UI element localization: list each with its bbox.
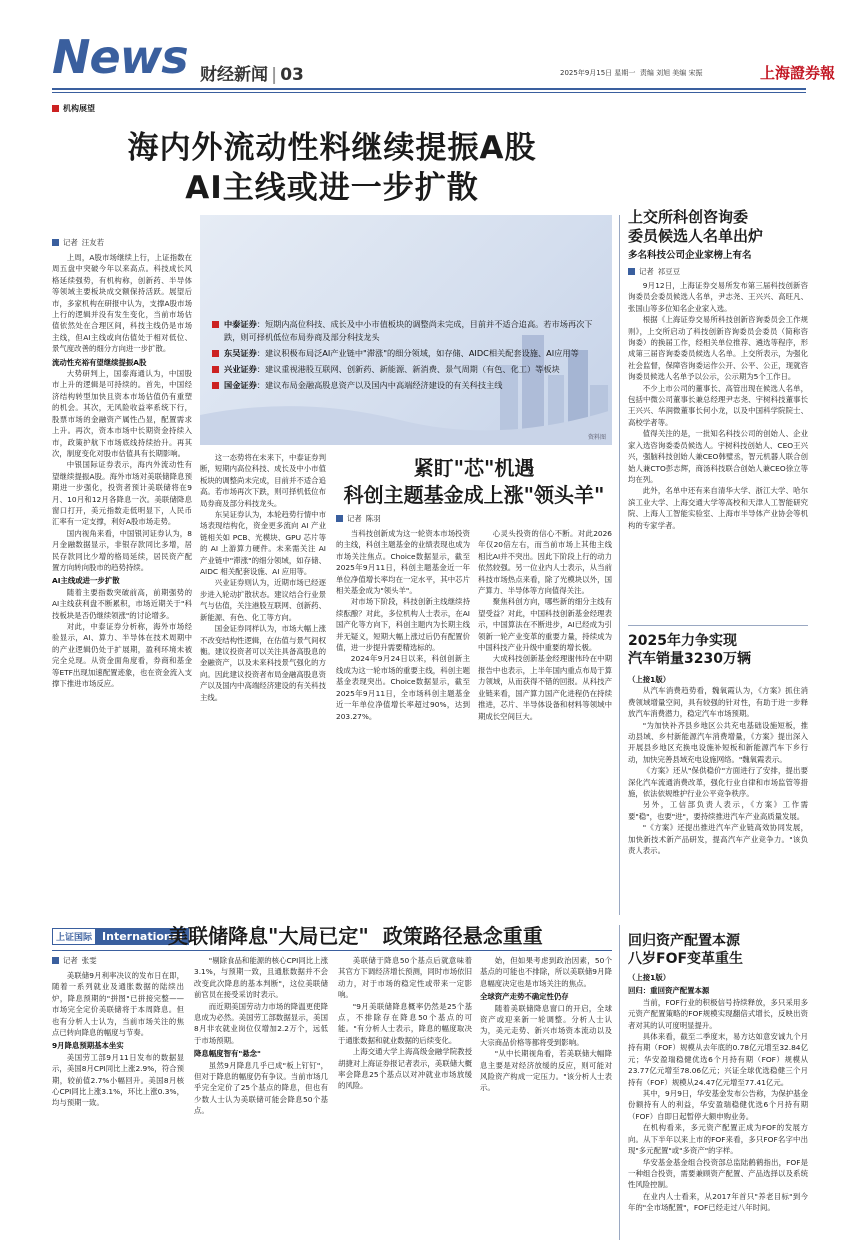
byline-square-icon — [628, 268, 635, 275]
tag-label: 机构展望 — [52, 103, 95, 114]
masthead-section: 财经新闻 | 03 — [200, 65, 304, 85]
image-credit: 资料图 — [587, 434, 606, 441]
masthead-rule-thin — [52, 92, 806, 93]
fof-headline — [628, 932, 808, 968]
auto-sales-body: （上接1版） 从汽车消费趋势看，魏氧霞认为，《方案》抓住消费领域增量空间，具有较强的针对性，有助于进一步释放汽车消费潜力，稳定汽车市场预期。 "为加快补齐县乡地区公共充电基础设施短板，推动县域、乡村新能源汽车消费增量，《方案》提出深入开展县乡地区充换电设施补短板和新能源汽车下乡行动，加快完善县域充电设施网络。"魏氧霞表示。 《方案》还从"保供稳价"方面进行了安排，提出要深化汽车流通消费改革，强化行业自律和市场监管等措施，依法依规维护行业公平竞争秩序。 另外，工信部负责人表示，《方案》工作需要"稳"，也要"进"，要持续推进汽车产业高质量发展。 "《方案》还提出推进汽车产业链高效协同发展，加快新技术新产品研发，提高汽车产业竞争力。"该负责人表示。 — [628, 675, 808, 856]
intl-column-3: 美联储于降息50个基点后就意味着其官方下调经济增长预测，同时市场依旧动力，对于市场的稳定性或带来一定影响。 "9月美联储降息概率仍然是25个基点，不排除存在降息50个基点的可能。"有分析人士表示，降息的幅度取决于通胀数据和就业数据的后续变化。 上海交通大学上海高级金融学院教授胡捷对上海证券报记者表示，美联储大概率会降息25个基点以对冲就业市场放缓的风险。 — [338, 956, 472, 1091]
bullet-square-icon — [212, 321, 219, 328]
intl-column-4: 始，但如果考虑到政治因素，50个基点的可能也不排除，所以美联储9月降息幅度决定也是市场关注的焦点。 全球资产走势不确定性仍存 随着美联储降息窗口的开启，全球资产或迎来新一轮调整。分析人士认为，美元走势、新兴市场资本流动以及大宗商品价格等都将受到影响。 "从中长期视角看，若美联储大幅降息主要是对经济放缓的反应，则可能对风险资产构成一定压力。"该分析人士表示。 — [480, 956, 612, 1093]
intl-column-2: "剔除食品和能源的核心CPI同比上涨3.1%，与预期一致，且通胀数据并不会改变此次降息的基本判断"，这位美联储前官员在接受采访时表示。 而近期美国劳动力市场的降温更使降息成为必然。美国劳工部数据显示，美国8月非农就业岗位仅增加2.2万个，远低于市场预期。 降息幅度智有"悬念" 虽然9月降息几乎已成"板上钉钉"，但对于降息的幅度仍有争议。当前市场几乎完全定价了25个基点的降息，但也有少数人士认为美联储可能会降息50个基点。 — [194, 956, 328, 1116]
page-number: 03 — [280, 65, 304, 85]
chip-title-line2: 科创主题基金成上涨"领头羊" — [343, 483, 605, 507]
section-name: 财经新闻 — [200, 65, 268, 85]
main-title-line1: 海内外流动性料继续提振A股 — [127, 130, 537, 166]
sse-title-line1: 上交所科创咨询委 — [628, 208, 749, 226]
byline-square-icon — [52, 957, 59, 964]
main-column-1: 上周，A股市场继续上行，上证指数在周五盘中突破今年以来高点。科技成长风格延续强势，有机构称，创新药、半导体等领域主要板块成交额保持活跃。展望后市，多家机构在研报中认为，支撑A股市场上行的逻辑并没有发生变化，当前市场估值依然处在合理区间，科技主线仍是市场主线，但AI主线或向估值处于相对低位、景气度改善的细分方向进一步扩散。 流动性充裕有望继续提振A股 大势研判上，国泰海通认为，中国股市上升的逻辑是可持续的。首先，中国经济结构转型加快且资本市场估值仍有重塑的机会。其次，无风险收益率系统下行，股票市场的金融资产属性凸显，配置需求上升。再次，资本市场中长期资金持续入市，政策护航下市场底线持续抬升。再其次，制度变化对股市估值具有长期影响。 中银国际证券表示，海内外流动性有望继续提振A股。海外市场对美联储降息预期进一步强化，投资者预计美联储将在9月、10月和12月各降息一次。美联储降息窗口打开，美元指数走低明显下，人民币汇率有一定支撑，利好A股市场走势。 国内视角来看，中国银河证券认为，8月金融数据显示，非银存款同比多增，居民存款同比少增的格局延续，居民资产配置方向转向股市的趋势持续。 AI主线或进一步扩散 随着主要指数突破前高，前期强势的AI主线获利盘不断累积，市场近期关于"科技板块是否仍继续领涨"的讨论增多。 对此，中泰证券分析称，海外市场经验显示，AI、算力、半导体在技术周期中的产业逻辑仍处于扩展期，盈利环境未被完全兑现。从资金面角度看，券商和基金等ETF出现加速配置迹象，也在资金流入支撑下推进市场反应。 — [52, 253, 192, 689]
chip-column-1: 当科技创新成为这一轮资本市场投资的主线，科创主题基金的业绩表现也成为市场关注焦点。Choice数据显示，截至2025年9月11日，科创主题基金近一年单位净值增长率均在一定水平，其中芯片相关基金成为"领头羊"。 对市场下阶段，科技创新主线继续持续酝酿？对此，多位机构人士表示，在AI国产化等方向下，科创主题内为长期主线并无疑义，短期大幅上涨过后仍有配置价值，进一步提升需要精选标的。 2024年9月24日以来，科创创新主线成为这一轮市场的重要主线，科创主题基金表现突出。Choice数据显示，截至2025年9月11日，全市场科创主题基金近一年单位净值增长率超过90%，达到203.27%。 — [336, 529, 470, 721]
masthead — [0, 0, 858, 100]
date-line: 2025年9月15日 星期一 责编 刘旭 美编 宋振 — [560, 69, 703, 77]
intl-column-1: 美联储9月利率决议的发布日在即，随着一系列就业及通胀数据的陆续出炉，降息预期的"拼图"已拼接完整——市场完全定价美联储将于本周降息。但也有分析人士认为，当前市场关注的焦点已转向降息的幅度与节奏。 9月降息预期基本坐实 美国劳工部9月11日发布的数据显示，美国8月CPI同比上涨2.9%，符合预期，较前值2.7%小幅回升。美国8月核心CPI同比上涨3.1%，环比上涨0.3%，均与预期一致。 — [52, 971, 184, 1108]
byline-square-icon — [52, 239, 59, 246]
bullet-square-icon — [212, 382, 219, 389]
bullet-square-icon — [212, 366, 219, 373]
main-column-2: 这一态势将在未来下，中泰证券判断，短期内高位科技、成长及中小市值板块的调整尚未完成，目前并不适合追高。若市场再次下跌，则可择机低位布局券商及部分科技龙头。 东吴证券认为，本轮趋势行情中市场表现结构化，资金更多流向 AI 产业链相关如 PCB、光模块、GPU 芯片等的 AI 上游算力硬件。未来需关注 AI 产业链中"滞涨"的细分领域，如存储、AIDC 相关配套设施、AI 应用等。 兴业证券则认为，近期市场已经逐步进入轮动扩散状态。建议结合行业景气与估值，关注港股互联网、创新药、新能源、有色、化工等方向。 国金证券同样认为，市场大幅上涨不改变结构性逻辑，在估值与景气间权衡。建议投资者可以关注具备高股息的金融资产，以及未来科技景气强化的方向。因此建议投资者布局金融高股息资产以及国内中高端经济建设的有关科技主线。 — [200, 453, 326, 702]
column-divider-bottom — [619, 925, 620, 1240]
masthead-rule — [52, 88, 806, 90]
fof-title-line2: 八岁FOF变革重生 — [628, 951, 744, 967]
column-divider — [619, 215, 620, 915]
sse-title-line2: 委员候选人名单出炉 — [628, 227, 764, 245]
auto-title-line2: 汽车销量3230万辆 — [628, 651, 751, 667]
intl-label-cn: 上证国际 — [52, 928, 96, 945]
sse-subtitle: 多名科技公司企业家榜上有名 — [628, 250, 752, 261]
paper-logo: 上海證券報 — [760, 64, 836, 82]
bullet-square-icon — [212, 350, 219, 357]
main-title-line2: AI主线或进一步扩散 — [185, 170, 479, 206]
chip-headline — [336, 455, 612, 509]
intl-byline: 记者 张雯 — [52, 955, 97, 966]
main-headline — [52, 128, 612, 208]
auto-title-line1: 2025年力争实现 — [628, 633, 737, 649]
intl-headline: 美联储降息"大局已定" 政策路径悬念重重 — [168, 924, 543, 948]
sse-body: 9月12日，上海证券交易所发布第三届科技创新咨询委员会委员候选人名单，尹志尧、王兴兴、高旺凡、张国山等多位知名企业家入选。 根据《上海证券交易所科技创新咨询委员会工作规则》，上交所启动了科技创新咨询委员会委员（简称咨询委）的换届工作，经相关单位推荐、遴选等程序，形成第三届咨询委委员候选人名单。上交所表示，为强化社会监督，保障咨询委运作公开、公平、公正，现就咨询委员候选人名单予以公示，公示期为5个工作日。 不少上市公司的董事长、高管出现在候选人名单，包括中微公司董事长兼总经理尹志尧、宇树科技董事长王兴兴、华润微董事长何小龙，以及中国科学院院士、高校学者等。 值得关注的是，一批知名科技公司的创始人、企业家入选咨询委委员候选人。宇树科技创始人、CEO王兴兴，强脑科技创始人兼CEO韩璧丞，智元机器人联合创始人兼CTO彭志辉，商汤科技联合创始人兼CEO徐立等均在列。 此外，名单中还有来自清华大学、浙江大学、哈尔滨工业大学、上海交通大学等高校和天津人工智能研究院、上海人工智能实验室、上海市半导体产业协会等机构的专家学者。 — [628, 281, 808, 530]
fof-title-line1: 回归资产配置本源 — [628, 933, 740, 949]
right-article-1-headline — [628, 208, 808, 263]
bullet-item: 兴业证券：建议重视港股互联网、创新药、新能源、新消费、景气周期（有色、化工）等板块 — [212, 363, 602, 376]
intl-rule — [52, 950, 612, 951]
tag-square-icon — [52, 105, 59, 112]
chip-title-line1: 紧盯"芯"机遇 — [413, 456, 535, 480]
institution-views-box — [212, 318, 602, 395]
bullet-item: 东吴证券：建议积极布局泛AI产业链中"滞涨"的细分领域，如存储、AIDC相关配套设施、AI应用等 — [212, 347, 602, 360]
bullet-item: 国金证券：建议布局金融高股息资产以及国内中高端经济建设的有关科技主线 — [212, 379, 602, 392]
fof-body: （上接1版） 回归：重回资产配置本源 当前，FOF行业的积极信号持续释放，多只采用多元资产配置策略的FOF规模实现翻倍式增长，反映出资者对其的认可度明显提升。 具体来看，截至二季度末，易方达如意安诚九个月持有期（FOF）规模从去年底的0.78亿元增至32.84亿元；华安盈瑞稳健优选6个月持有期（FOF）规模从23.77亿元增至78.06亿元；兴证全球优选稳健三个月持有（FOF）规模从24.47亿元增至77.41亿元。 其中，9月9日，华安基金发布公告称，为保护基金份额持有人的利益，华安盈瑞稳健优选6个月持有期（FOF）自即日起暂停大额申购业务。 在机构看来，多元资产配置正成为FOF的发展方向。从下半年以来上市的FOF来看，多只FOF名字中出现"多元配置"或"多资产"的字样。 华安基金基金组合投资部总监陆鹤鹤指出，FOF是一种组合投资，需要兼顾资产配置、产品选择以及系统性风险控制。 在业内人士看来，从2017年首只"养老目标"到今年的"全市场配置"，FOF已经走过八年时间。 — [628, 973, 808, 1213]
main-byline: 记者 汪友若 — [52, 237, 104, 248]
intl-label-en: International — [96, 928, 189, 945]
sse-byline: 记者 祁豆豆 — [628, 266, 680, 277]
bullet-item: 中泰证券：短期内高位科技、成长及中小市值板块的调整尚未完成，目前并不适合追高。若市场再次下跌，则可择机低位布局券商及部分科技龙头 — [212, 318, 602, 344]
auto-sales-headline — [628, 632, 808, 668]
right-divider-1 — [628, 625, 808, 626]
news-logo: News — [52, 30, 188, 84]
chip-column-2: 心灵头投资的信心不断。对此2026年仅20倍左右，而当前市场上其他主线相比AI并不突出。因此下阶段上行的动力依然较强。另一位业内人士表示，从当前科技市场热点来看，除了光模块以外，国产算力、半导体等方向值得关注。 聚焦科创方向，哪些新的细分主线有望受益？对此，中国科技创新基金经理表示，中国算法在不断进步，AI已经成为引领新一轮产业变革的重要力量，持续成为中国科技产业升级中重要的增长极。 大成科技创新基金经理谢伟玲在中期报告中也表示，上半年国内重点布局于算力领域，从而获得不错的回报。从科技产业链来看，国产算力国产化进程仍在持续推进，芯片、半导体设备和材料等领域中期成长空间巨大。 — [478, 529, 612, 721]
byline-square-icon — [336, 515, 343, 522]
chip-byline: 记者 陈羽 — [336, 513, 381, 524]
